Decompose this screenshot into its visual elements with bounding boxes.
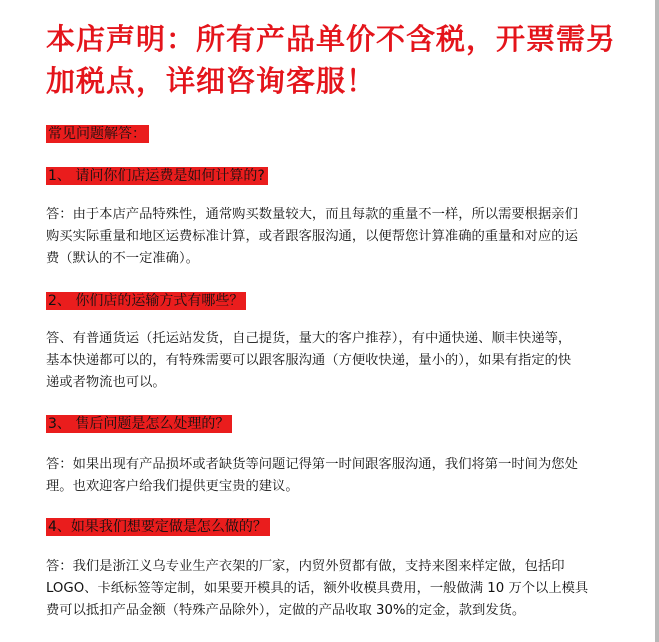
faq-answer-1-line-2: 购买实际重量和地区运费标准计算，或者跟客服沟通，以便帮您计算准确的重量和对应的运 [46,229,578,244]
faq-answer-3 [46,454,606,498]
faq-answer-2-line-2: 基本快递都可以的，有特殊需要可以跟客服沟通（方便收快递，量小的），如果有指定的快 [46,353,572,368]
store-notice-line-2: 加税点，详细咨询客服！ [46,64,377,98]
faq-heading: 常见问题解答： [46,125,149,143]
faq-question-4-wrap [46,516,270,536]
faq-answer-1 [46,204,606,270]
faq-answer-4 [46,556,606,622]
faq-answer-1-line-1: 答：由于本店产品特殊性，通常购买数量较大，而且每款的重量不一样，所以需要根据亲们 [46,207,578,222]
faq-answer-4-line-2: LOGO、卡纸标签等定制，如果要开模具的话，额外收模具费用，一般做满 10 万个以上模具 [46,581,589,596]
faq-question-3: 3、 售后问题是怎么处理的？ [46,415,232,433]
faq-question-2: 2、 你们店的运输方式有哪些？ [46,292,246,310]
faq-answer-2-line-3: 递或者物流也可以。 [46,375,166,390]
faq-answer-2-line-1: 答、有普通货运（托运站发货，自己提货，量大的客户推荐），有中通快递、顺丰快递等， [46,331,572,346]
faq-answer-4-line-1: 答：我们是浙江义乌专业生产衣架的厂家，内贸外贸都有做，支持来图来样定做，包括印 [46,559,565,574]
faq-question-3-wrap [46,413,232,433]
faq-answer-4-line-3: 费可以抵扣产品金额（特殊产品除外），定做的产品收取 30%的定金，款到发货。 [46,603,526,618]
faq-question-2-wrap [46,290,246,310]
store-notice-headline [46,18,631,102]
faq-answer-2 [46,328,606,394]
faq-heading-wrap [46,123,149,143]
faq-answer-3-line-2: 理。也欢迎客户给我们提供更宝贵的建议。 [46,479,299,494]
faq-question-1: 1、 请问你们店运费是如何计算的? [46,167,268,185]
faq-answer-1-line-3: 费（默认的不一定准确）。 [46,251,199,266]
faq-answer-3-line-1: 答：如果出现有产品损坏或者缺货等问题记得第一时间跟客服沟通，我们将第一时间为您处 [46,457,578,472]
faq-question-4: 4、如果我们想要定做是怎么做的？ [46,518,270,536]
store-notice-line-1: 本店声明：所有产品单价不含税，开票需另 [46,22,617,56]
page-right-border [655,0,659,642]
faq-question-1-wrap [46,165,268,185]
